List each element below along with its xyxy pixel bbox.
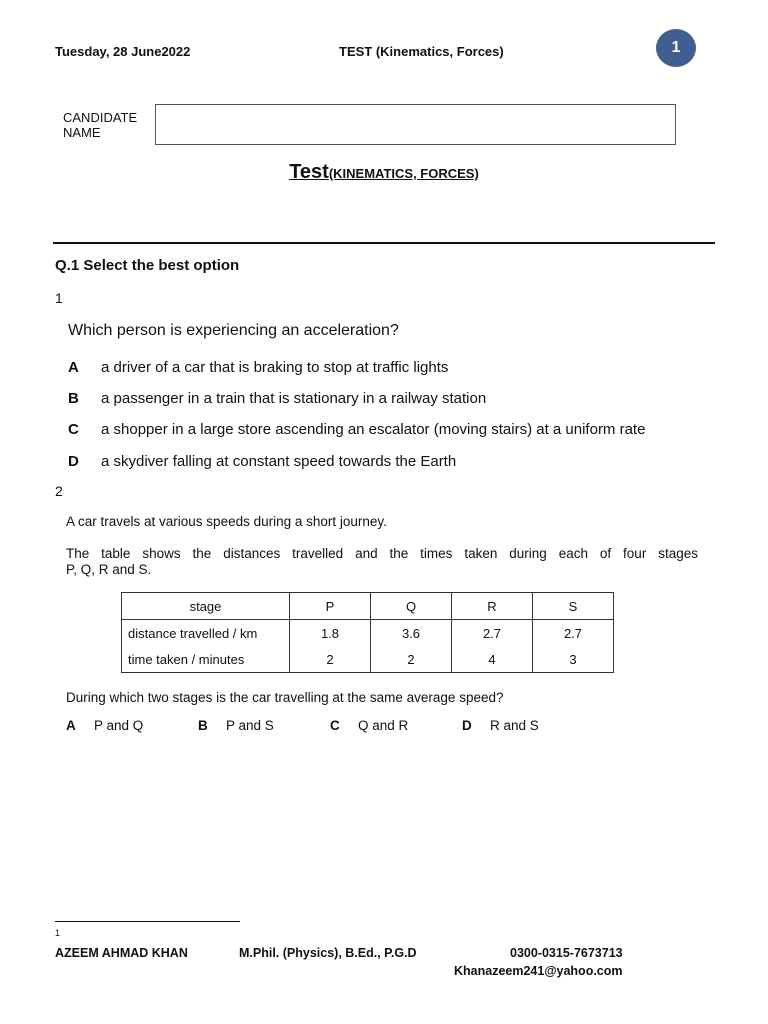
footer-phone: 0300-0315-7673713 bbox=[510, 946, 623, 960]
table-header-cell: P bbox=[290, 593, 371, 620]
answer-text: Q and R bbox=[358, 718, 409, 733]
question-1-option-b bbox=[68, 390, 486, 407]
footer-qualifications: M.Phil. (Physics), B.Ed., P.G.D bbox=[239, 946, 417, 960]
question-1-option-d bbox=[68, 453, 456, 470]
footnote-divider bbox=[55, 921, 240, 922]
option-letter: C bbox=[68, 421, 79, 438]
option-text: a skydiver falling at constant speed towards the Earth bbox=[101, 453, 457, 470]
candidate-label-line1: CANDIDATE bbox=[63, 110, 138, 125]
header-date: Tuesday, 28 June2022 bbox=[55, 44, 191, 59]
question-2-description-line2: P, Q, R and S. bbox=[66, 562, 152, 577]
page-title bbox=[0, 161, 768, 184]
option-text: a shopper in a large store ascending an escalator (moving stairs) at a uniform rate bbox=[101, 421, 646, 438]
answer-d bbox=[462, 718, 594, 733]
table-cell: 2.7 bbox=[533, 620, 614, 647]
table-header-cell: S bbox=[533, 593, 614, 620]
candidate-label-line2: NAME bbox=[63, 125, 101, 140]
table-header-cell: R bbox=[452, 593, 533, 620]
page-number-badge: 1 bbox=[656, 29, 696, 67]
header-test-name: TEST (Kinematics, Forces) bbox=[339, 44, 504, 59]
table-header-cell: stage bbox=[122, 593, 290, 620]
table-row bbox=[122, 646, 614, 673]
question-2-number: 2 bbox=[55, 483, 63, 499]
question-2-intro: A car travels at various speeds during a short journey. bbox=[66, 514, 387, 529]
footer-email: Khanazeem241@yahoo.com bbox=[454, 964, 623, 978]
stages-table bbox=[121, 592, 614, 673]
candidate-name-field[interactable] bbox=[155, 104, 676, 145]
answer-text: P and Q bbox=[94, 718, 144, 733]
option-letter: A bbox=[68, 359, 79, 376]
title-main: Test bbox=[289, 161, 329, 183]
answer-text: R and S bbox=[490, 718, 539, 733]
footnote-number: 1 bbox=[55, 928, 61, 938]
question-1-stem: Which person is experiencing an acceleration? bbox=[68, 322, 399, 339]
table-header-cell: Q bbox=[371, 593, 452, 620]
question-1-option-a bbox=[68, 359, 448, 376]
option-letter: B bbox=[68, 390, 79, 407]
table-cell: 3 bbox=[533, 646, 614, 673]
answer-c bbox=[330, 718, 462, 733]
option-text: a driver of a car that is braking to stop at traffic lights bbox=[101, 359, 449, 376]
footer-author: AZEEM AHMAD KHAN bbox=[55, 946, 188, 960]
answer-letter: A bbox=[66, 718, 76, 733]
answer-b bbox=[198, 718, 330, 733]
answer-letter: C bbox=[330, 718, 340, 733]
question-2-answers bbox=[66, 718, 594, 733]
option-text: a passenger in a train that is stationary in a railway station bbox=[101, 390, 487, 407]
candidate-name-label bbox=[63, 110, 153, 140]
question-1-number: 1 bbox=[55, 290, 63, 306]
option-letter: D bbox=[68, 453, 79, 470]
table-row bbox=[122, 620, 614, 647]
table-cell: 4 bbox=[452, 646, 533, 673]
table-cell: distance travelled / km bbox=[122, 620, 290, 647]
answer-a bbox=[66, 718, 198, 733]
answer-text: P and S bbox=[226, 718, 274, 733]
table-cell: time taken / minutes bbox=[122, 646, 290, 673]
answer-letter: B bbox=[198, 718, 208, 733]
question-1-option-c bbox=[68, 421, 645, 438]
section-heading: Q.1 Select the best option bbox=[55, 257, 240, 274]
title-sub: (KINEMATICS, FORCES) bbox=[328, 166, 479, 181]
table-cell: 2.7 bbox=[452, 620, 533, 647]
section-divider bbox=[53, 242, 715, 244]
answer-letter: D bbox=[462, 718, 472, 733]
table-header-row bbox=[122, 593, 614, 620]
table-cell: 1.8 bbox=[290, 620, 371, 647]
table-cell: 2 bbox=[371, 646, 452, 673]
table-cell: 3.6 bbox=[371, 620, 452, 647]
question-2-description-line1: The table shows the distances travelled and the times taken during each of four stages bbox=[66, 546, 698, 561]
question-2-ask: During which two stages is the car travelling at the same average speed? bbox=[66, 690, 504, 705]
table-cell: 2 bbox=[290, 646, 371, 673]
